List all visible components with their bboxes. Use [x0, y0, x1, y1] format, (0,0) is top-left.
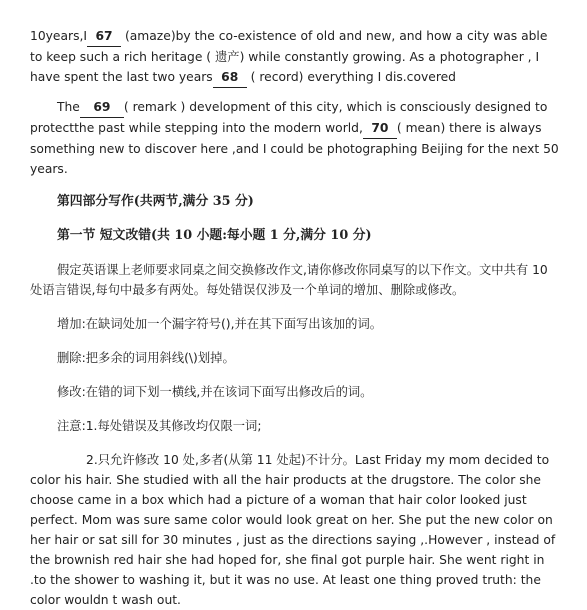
rule-delete: 删除:把多余的词用斜线(\)划掉。: [57, 351, 235, 365]
blank-69: 69: [80, 97, 124, 118]
rule-modify: 修改:在错的词下划一横线,并在该词下面写出修改后的词。: [57, 385, 373, 399]
passage: [30, 450, 560, 610]
note-2: 2.只允许修改 10 处,多者(从第 11 处起)不计分。: [86, 453, 355, 467]
text-segment: ( remark ) development of this city, which is consciously designed to protectthe past while stepping into the modern world,: [30, 100, 548, 135]
rule-add: 增加:在缺词处加一个漏字符号(),并在其下面写出该加的词。: [57, 317, 383, 331]
paragraph-2: [30, 97, 560, 179]
text-segment: ( mean) there is always something new to discover here ,and I could be photographing Beijing for the next 50 years.: [30, 121, 559, 176]
text-segment: 10years,I: [30, 29, 88, 43]
section-1-heading: 第一节 短文改错(共 10 小题:每小题 1 分,满分 10 分): [57, 228, 372, 243]
section-4-heading: 第四部分写作(共两节,满分 35 分): [57, 194, 254, 209]
paragraph-1: [30, 26, 560, 88]
blank-68: 68: [213, 67, 247, 88]
document-page: [30, 26, 560, 610]
text-segment: (amaze)by the co-existence of old and new, and how a city was able to keep such a rich heritage ( 遗产) while constantly growing. As a photographer , I have spent the last two years: [30, 29, 548, 84]
text-segment: ( record) everything I dis.covered: [250, 70, 456, 84]
instructions: 假定英语课上老师要求同桌之间交换修改作文,请你修改你同桌写的以下作文。文中共有 10 处语言错误,每句中最多有两处。每处错误仅涉及一个单词的增加、删除或修改。: [30, 263, 548, 297]
blank-67: 67: [87, 26, 121, 47]
text-segment: The: [57, 100, 80, 114]
note-1: 注意:1.每处错误及其修改均仅限一词;: [57, 419, 262, 433]
blank-70: 70: [363, 118, 397, 139]
passage-text: Last Friday my mom decided to color his hair. She studied with all the hair products at the drugstore. The color she choose came in a box which had a picture of a woman that hair color looked just perfect. Mom was sure same color would look great on her. She put the new color on her hair or sat sill for 30 minutes , just as the directions saying ,.However , instead of the brownish red hair she had hoped for, she final got purple hair. She went right in .to the shower to washing it, but it was no use. At least one thing proved truth: the color wouldn t wash out.: [30, 453, 556, 607]
